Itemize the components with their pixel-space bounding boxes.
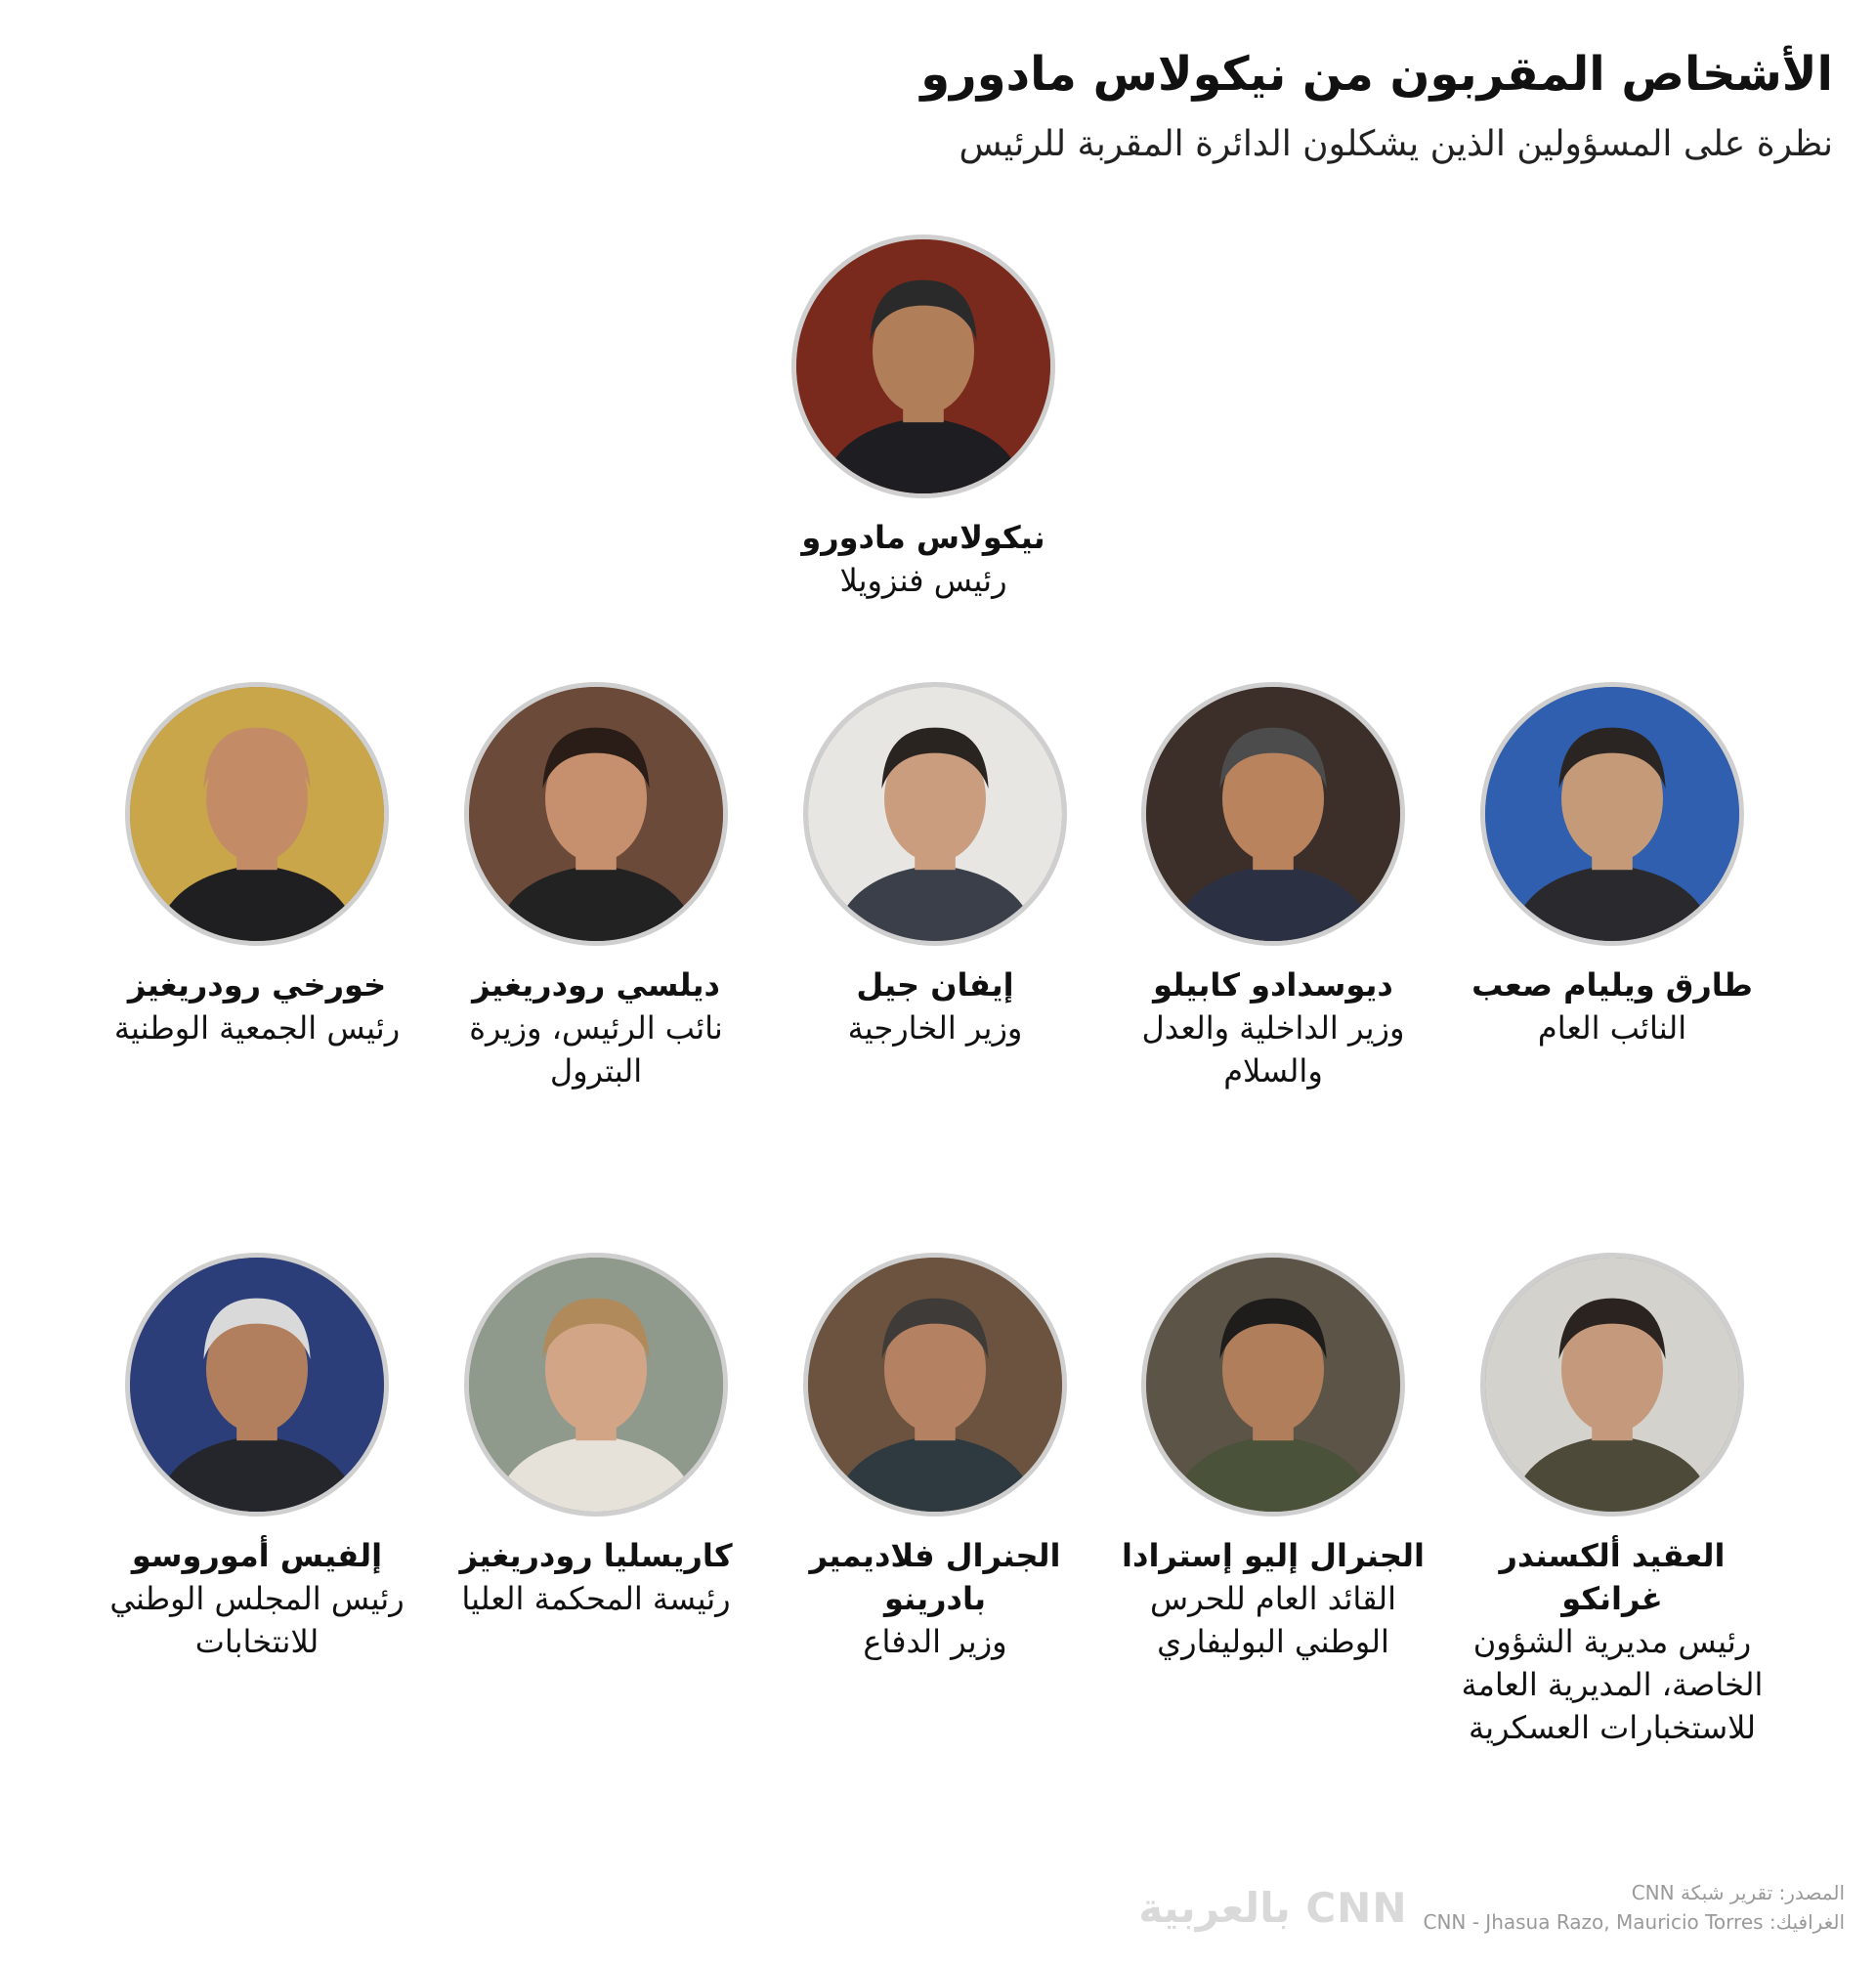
portrait-photo [803, 1253, 1067, 1517]
person-card [430, 1253, 762, 1620]
portrait-illustration [1485, 1258, 1739, 1512]
person-card [91, 1253, 423, 1663]
person-role: وزير الدفاع [863, 1623, 1007, 1660]
source-credit: المصدر: تقرير شبكة CNN [1631, 1881, 1845, 1904]
person-card [1446, 1253, 1778, 1749]
person-role: وزير الخارجية [847, 1009, 1023, 1047]
page-title: الأشخاص المقربون من نيكولاس مادورو [920, 47, 1833, 102]
cnn-arabic-logo: CNN بالعربية [1138, 1883, 1408, 1932]
portrait-photo [803, 682, 1067, 946]
portrait-photo [1480, 1253, 1744, 1517]
person-name: إلفيس أموروسو [131, 1537, 383, 1574]
person-name: خورخي رودريغيز [127, 966, 387, 1004]
person-card [1107, 682, 1439, 1092]
portrait-illustration [469, 687, 723, 941]
person-name: العقيد ألكسندر غرانكو [1499, 1537, 1726, 1617]
page-subtitle: نظرة على المسؤولين الذين يشكلون الدائرة المقربة للرئيس [959, 124, 1833, 164]
portrait-illustration [808, 687, 1062, 941]
person-name: ديلسي رودريغيز [472, 966, 720, 1004]
person-name: نيكولاس مادورو [801, 519, 1045, 556]
portrait-photo [1141, 1253, 1405, 1517]
person-name: ديوسدادو كابيلو [1153, 966, 1393, 1004]
credits [1423, 1878, 1845, 1937]
portrait-illustration [808, 1258, 1062, 1512]
person-name: الجنرال إليو إسترادا [1122, 1537, 1425, 1574]
graphics-credit: الغرافيك: CNN - Jhasua Razo, Mauricio Torres [1423, 1910, 1845, 1934]
person-name: الجنرال فلاديمير بادرينو [809, 1537, 1061, 1617]
portrait-photo [791, 235, 1055, 498]
person-name: كاريسليا رودريغيز [459, 1537, 733, 1574]
person-role: رئيس فنزويلا [839, 562, 1007, 599]
portrait-illustration [130, 1258, 384, 1512]
person-role: نائب الرئيس، وزيرة البترول [469, 1009, 723, 1090]
person-role: رئيسة المحكمة العليا [461, 1580, 731, 1617]
person-card [430, 682, 762, 1092]
portrait-photo [464, 682, 728, 946]
person-role: النائب العام [1537, 1009, 1687, 1047]
person-card [769, 1253, 1101, 1663]
portrait-illustration [469, 1258, 723, 1512]
portrait-photo [125, 1253, 389, 1517]
person-card [91, 682, 423, 1049]
portrait-illustration [1146, 1258, 1400, 1512]
footer [1138, 1878, 1845, 1937]
person-name: إيفان جيل [856, 966, 1014, 1004]
person-role: القائد العام للحرس الوطني البوليفاري [1150, 1580, 1396, 1660]
person-card-leader [757, 235, 1089, 602]
portrait-illustration [1146, 687, 1400, 941]
portrait-illustration [1485, 687, 1739, 941]
person-role: رئيس مديرية الشؤون الخاصة، المديرية العامة للاستخبارات العسكرية [1461, 1623, 1764, 1746]
person-card [1107, 1253, 1439, 1663]
portrait-illustration [130, 687, 384, 941]
portrait-photo [1480, 682, 1744, 946]
person-role: وزير الداخلية والعدل والسلام [1141, 1009, 1405, 1090]
portrait-illustration [796, 239, 1050, 493]
person-name: طارق ويليام صعب [1471, 966, 1753, 1004]
portrait-photo [125, 682, 389, 946]
person-card [1446, 682, 1778, 1049]
person-role: رئيس المجلس الوطني للانتخابات [109, 1580, 405, 1660]
header [758, 39, 1833, 168]
person-role: رئيس الجمعية الوطنية [113, 1009, 401, 1047]
portrait-photo [464, 1253, 728, 1517]
portrait-photo [1141, 682, 1405, 946]
person-card [769, 682, 1101, 1049]
